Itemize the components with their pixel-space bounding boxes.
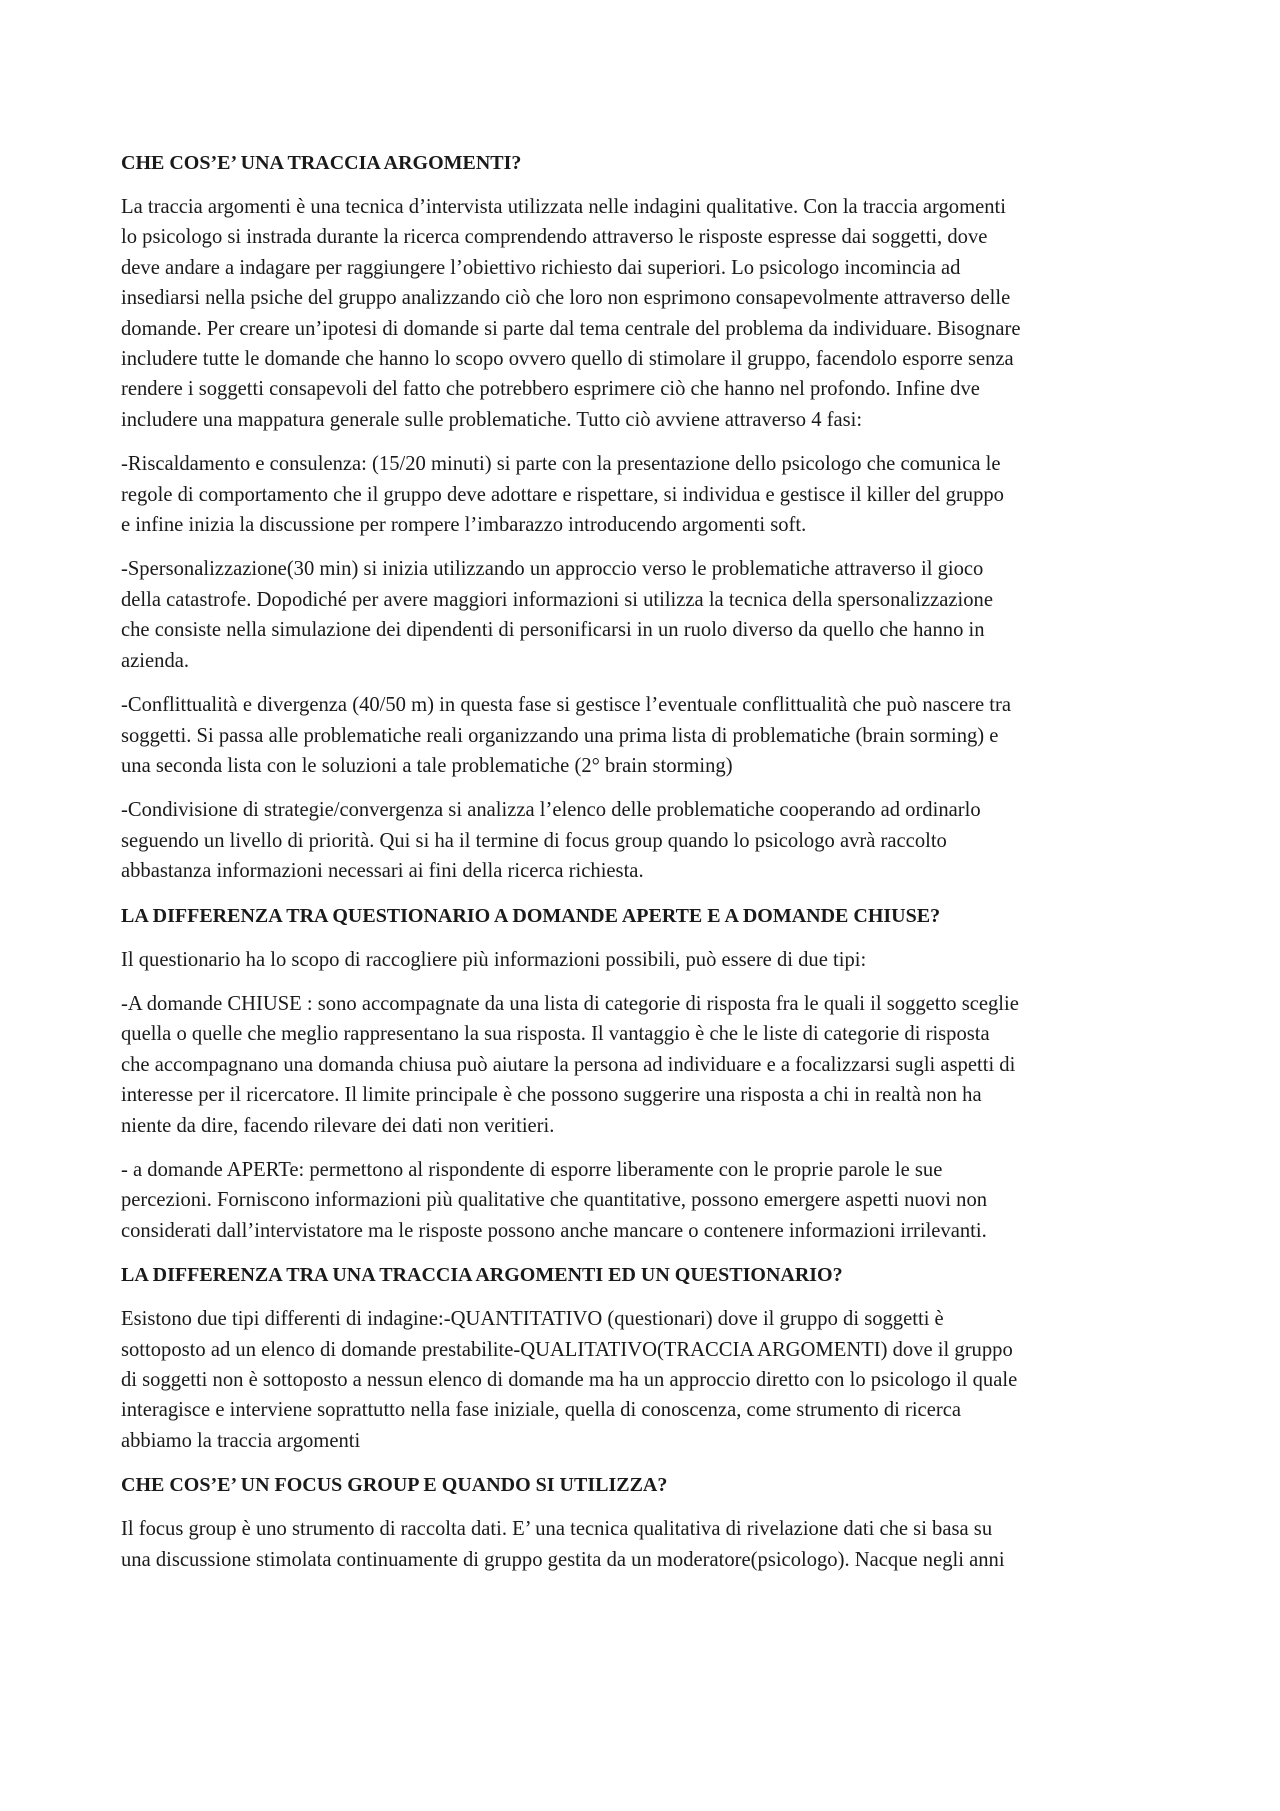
paragraph-8 — [121, 1155, 1166, 1246]
heading-text: LA DIFFERENZA TRA UNA TRACCIA ARGOMENTI ED UN QUESTIONARIO? — [121, 1264, 843, 1287]
paragraph-line: di soggetti non è sottoposto a nessun elenco di domande ma ha un approccio diretto con lo psicologo il quale — [121, 1369, 1018, 1391]
paragraph-line: deve andare a indagare per raggiungere l’obiettivo richiesto dai superiori. Lo psicologo incomincia ad — [121, 256, 961, 279]
paragraph-line: Esistono due tipi differenti di indagine:-QUANTITATIVO (questionari) dove il gruppo di soggetti è — [121, 1308, 944, 1331]
paragraph-line: regole di comportamento che il gruppo deve adottare e rispettare, si individua e gestisce il killer del gruppo — [121, 483, 1004, 506]
paragraph-line: insediarsi nella psiche del gruppo analizzando ciò che loro non esprimono consapevolmente attraverso delle — [121, 287, 1011, 310]
paragraph-line: della catastrofe. Dopodiché per avere maggiori informazioni si utilizza la tecnica della spersonalizzazione — [121, 588, 993, 611]
paragraph-line: e infine inizia la discussione per rompere l’imbarazzo introducendo argomenti soft. — [121, 514, 807, 537]
paragraph-2 — [121, 449, 1166, 540]
paragraph-6 — [121, 945, 1166, 975]
paragraph-line: -Spersonalizzazione(30 min) si inizia utilizzando un approccio verso le problematiche attraverso il gioco — [121, 558, 984, 581]
paragraph-line: quella o quelle che meglio rappresentano la sua risposta. Il vantaggio è che le liste di categorie di risposta — [121, 1023, 990, 1046]
section-heading-4 — [121, 1470, 1166, 1500]
paragraph-line: una discussione stimolata continuamente di gruppo gestita da un moderatore(psicologo). Nacque negli anni — [121, 1548, 1005, 1571]
paragraph-10 — [121, 1514, 1166, 1575]
section-heading-2 — [121, 901, 1166, 931]
section-heading-1 — [121, 148, 1166, 178]
paragraph-line: domande. Per creare un’ipotesi di domande si parte dal tema centrale del problema da individuare. Bisognare — [121, 317, 1021, 340]
paragraph-line: azienda. — [121, 649, 190, 672]
paragraph-line: includere tutte le domande che hanno lo scopo ovvero quello di stimolare il gruppo, facendolo esporre senza — [121, 348, 1014, 371]
paragraph-line: - a domande APERTe: permettono al rispondente di esporre liberamente con le proprie parole le sue — [121, 1158, 943, 1181]
paragraph-line: che consiste nella simulazione dei dipendenti di personificarsi in un ruolo diverso da quello che hanno in — [121, 619, 985, 642]
paragraph-line: -Condivisione di strategie/convergenza si analizza l’elenco delle problematiche cooperando ad ordinarlo — [121, 799, 981, 822]
heading-text: CHE COS’E’ UNA TRACCIA ARGOMENTI? — [121, 152, 522, 174]
paragraph-9 — [121, 1304, 1166, 1456]
paragraph-line: considerati dall’intervistatore ma le risposte possono anche mancare o contenere informazioni irrilevanti. — [121, 1219, 987, 1242]
paragraph-line: interagisce e interviene soprattutto nella fase iniziale, quella di conoscenza, come strumento di ricerca — [121, 1399, 961, 1422]
paragraph-line: Il questionario ha lo scopo di raccogliere più informazioni possibili, può essere di due tipi: — [121, 948, 867, 971]
paragraph-line: che accompagnano una domanda chiusa può aiutare la persona ad individuare e a focalizzarsi sugli aspetti di — [121, 1053, 1016, 1076]
paragraph-line: abbiamo la traccia argomenti — [121, 1429, 361, 1452]
heading-text: CHE COS’E’ UN FOCUS GROUP E QUANDO SI UTILIZZA? — [121, 1474, 668, 1497]
paragraph-line: La traccia argomenti è una tecnica d’intervista utilizzata nelle indagini qualitative. Con la traccia argomenti — [121, 196, 1006, 218]
paragraph-line: seguendo un livello di priorità. Qui si ha il termine di focus group quando lo psicologo avrà raccolto — [121, 829, 947, 852]
document-body — [121, 148, 1166, 1589]
paragraph-line: interesse per il ricercatore. Il limite principale è che possono suggerire una risposta a chi in realtà non ha — [121, 1084, 982, 1107]
paragraph-7 — [121, 989, 1166, 1141]
paragraph-5 — [121, 795, 1166, 886]
paragraph-line: includere una mappatura generale sulle problematiche. Tutto ciò avviene attraverso 4 fasi: — [121, 408, 863, 431]
paragraph-4 — [121, 690, 1166, 781]
paragraph-line: niente da dire, facendo rilevare dei dati non veritieri. — [121, 1114, 555, 1137]
paragraph-line: -Conflittualità e divergenza (40/50 m) in questa fase si gestisce l’eventuale conflittualità che può nascere tra — [121, 694, 1011, 717]
paragraph-line: -A domande CHIUSE : sono accompagnate da una lista di categorie di risposta fra le quali il soggetto sceglie — [121, 992, 1019, 1015]
paragraph-line: una seconda lista con le soluzioni a tale problematiche (2° brain storming) — [121, 754, 733, 777]
paragraph-1 — [121, 192, 1166, 435]
heading-text: LA DIFFERENZA TRA QUESTIONARIO A DOMANDE APERTE E A DOMANDE CHIUSE? — [121, 904, 941, 927]
paragraph-line: abbastanza informazioni necessari ai fini della ricerca richiesta. — [121, 860, 644, 883]
paragraph-line: percezioni. Forniscono informazioni più qualitative che quantitative, possono emergere aspetti nuovi non — [121, 1189, 988, 1212]
paragraph-line: lo psicologo si instrada durante la ricerca comprendendo attraverso le risposte espresse dai soggetti, dove — [121, 226, 988, 249]
paragraph-line: Il focus group è uno strumento di raccolta dati. E’ una tecnica qualitativa di rivelazione dati che si basa su — [121, 1518, 993, 1541]
paragraph-line: rendere i soggetti consapevoli del fatto che potrebbero esprimere ciò che hanno nel profondo. Infine dve — [121, 378, 980, 401]
paragraph-3 — [121, 554, 1166, 676]
paragraph-line: sottoposto ad un elenco di domande prestabilite-QUALITATIVO(TRACCIA ARGOMENTI) dove il gruppo — [121, 1338, 1013, 1361]
paragraph-line: -Riscaldamento e consulenza: (15/20 minuti) si parte con la presentazione dello psicologo che comunica le — [121, 453, 1001, 476]
section-heading-3 — [121, 1260, 1166, 1290]
paragraph-line: soggetti. Si passa alle problematiche reali organizzando una prima lista di problematiche (brain sorming) e — [121, 724, 999, 747]
